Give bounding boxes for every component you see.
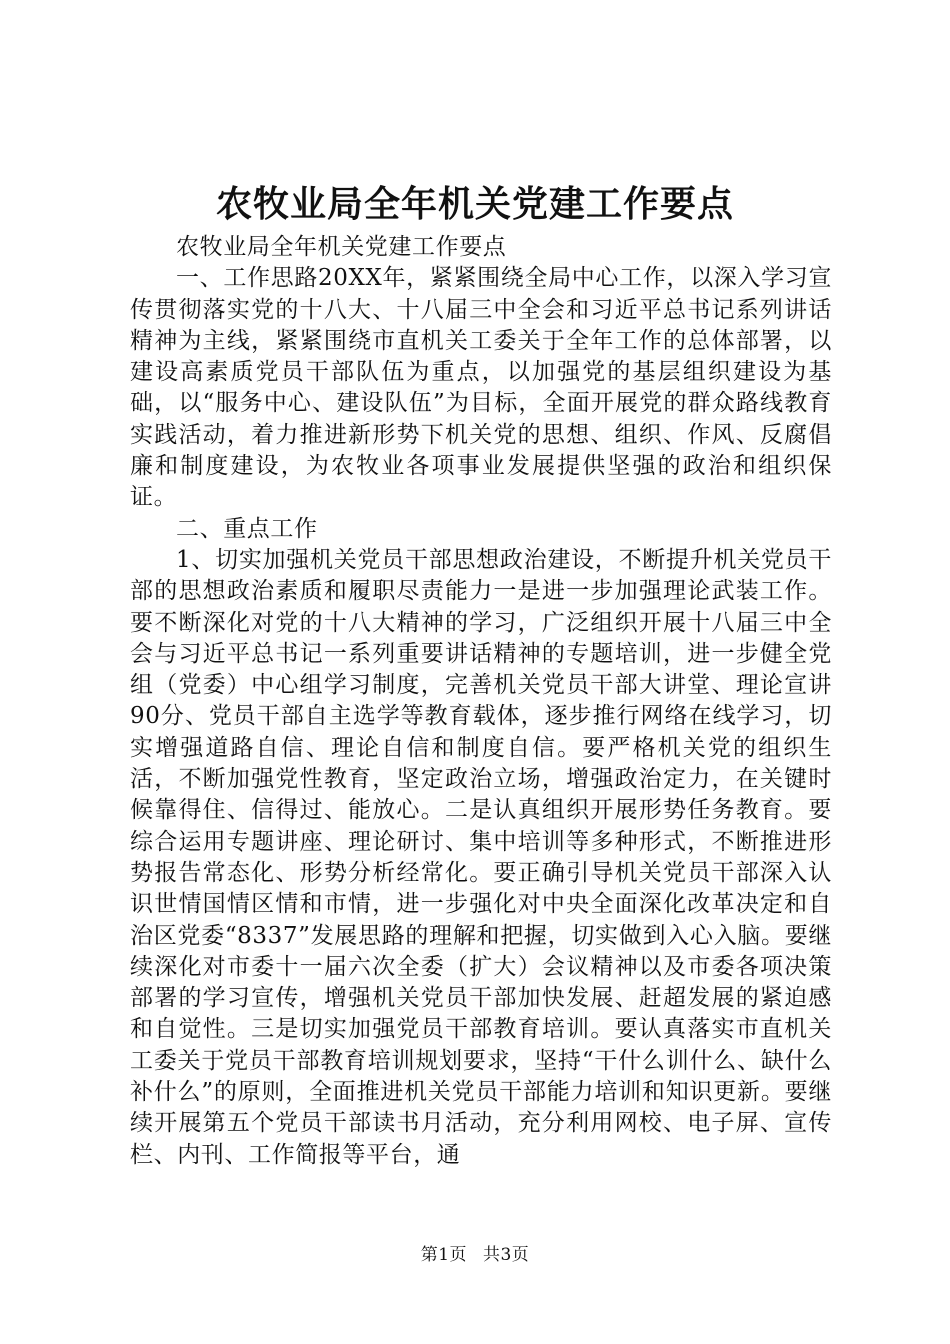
page-total: 共3页 <box>482 1245 530 1265</box>
paragraph-item-1: 1、切实加强机关党员干部思想政治建设，不断提升机关党员干部的思想政治素质和履职尽责能力一是进一步加强理论武装工作。要不断深化对党的十八大精神的学习，广泛组织开展十八届三中全会与习近平总书记一系列重要讲话精神的专题培训，进一步健全党组（党委）中心组学习制度，完善机关党员干部大讲堂、理论宣讲90分、党员干部自主选学等教育载体，逐步推行网络在线学习，切实增强道路自信、理论自信和制度自信。要严格机关党的组织生活，不断加强党性教育，坚定政治立场，增强政治定力，在关键时候靠得住、信得过、能放心。二是认真组织开展形势任务教育。要综合运用专题讲座、理论研讨、集中培训等多种形式，不断推进形势报告常态化、形势分析经常化。要正确引导机关党员干部深入认识世情国情区情和市情，进一步强化对中央全面深化改革决定和自治区党委“8337”发展思路的理解和把握，切实做到入心入脑。要继续深化对市委十一届六次全委（扩大）会议精神以及市委各项决策部署的学习宣传，增强机关党员干部加快发展、赶超发展的紧迫感和自觉性。三是切实加强党员干部教育培训。要认真落实市直机关工委关于党员干部教育培训规划要求，坚持“干什么训什么、缺什么补什么”的原则，全面推进机关党员干部能力培训和知识更新。要继续开展第五个党员干部读书月活动，充分利用网校、电子屏、宣传栏、内刊、工作简报等平台，通 <box>130 546 832 1168</box>
paragraph-subtitle: 农牧业局全年机关党建工作要点 <box>176 234 507 260</box>
paragraph-work-approach: 一、工作思路20XX年，紧紧围绕全局中心工作，以深入学习宣传贯彻落实党的十八大、十八届三中全会和习近平总书记系列讲话精神为主线，紧紧围绕市直机关工委关于全年工作的总体部署，以建设高素质党员干部队伍为重点，以加强党的基层组织建设为基础，以“服务中心、建设队伍”为目标，全面开展党的群众路线教育实践活动，着力推进新形势下机关党的思想、组织、作风、反腐倡廉和制度建设，为农牧业各项事业发展提供坚强的政治和组织保证。 <box>130 265 832 511</box>
page-number: 第1页 <box>420 1245 468 1265</box>
paragraph-key-work-heading: 二、重点工作 <box>176 515 318 542</box>
document-title: 农牧业局全年机关党建工作要点 <box>215 183 734 225</box>
document-body <box>130 232 832 1171</box>
page-footer <box>0 1243 950 1267</box>
